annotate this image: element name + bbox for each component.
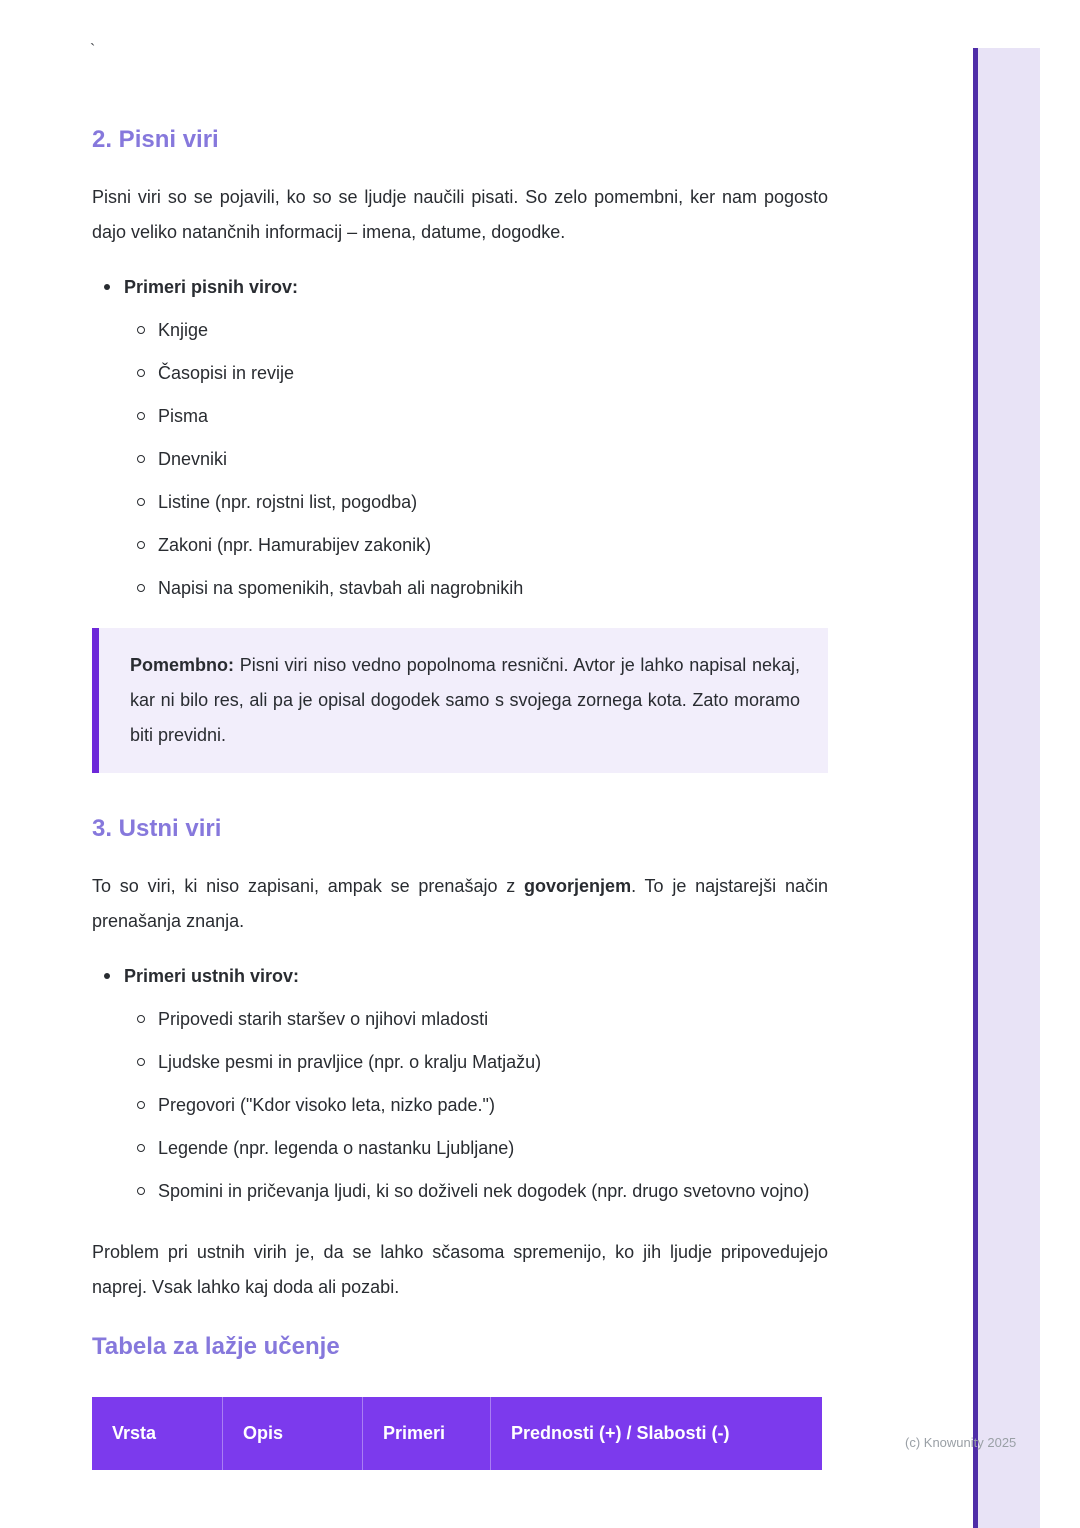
document-content xyxy=(92,0,828,1470)
circle-bullet-icon xyxy=(137,326,145,334)
list-item xyxy=(92,313,828,348)
circle-bullet-icon xyxy=(137,1058,145,1066)
intro-text: To so viri, ki niso zapisani, ampak se prenašajo z xyxy=(92,876,525,896)
list-item xyxy=(92,1131,828,1166)
list-item xyxy=(92,1045,828,1080)
circle-bullet-icon xyxy=(137,455,145,463)
circle-bullet-icon xyxy=(137,1015,145,1023)
ustni-outro-paragraph: Problem pri ustnih virih je, da se lahko sčasoma spremenijo, ko jih ljudje pripovedujejo naprej. Vsak lahko kaj doda ali pozabi. xyxy=(92,1242,828,1297)
ustni-intro-paragraph xyxy=(92,869,828,939)
list-item-label: Knjige xyxy=(158,320,209,340)
list-item-label: Zakoni (npr. Hamurabijev zakonik) xyxy=(158,535,432,555)
list-item-label: Časopisi in revije xyxy=(158,363,295,383)
list-item xyxy=(92,1002,828,1037)
list-item-label: Primeri pisnih virov: xyxy=(124,277,299,297)
intro-text: . To je najstarejši način prenašanja znanja. xyxy=(92,876,828,931)
list-item-label: Listine (npr. rojstni list, pogodba) xyxy=(158,492,418,512)
table-header-cell-opis: Opis xyxy=(222,1397,362,1470)
list-item-label: Dnevniki xyxy=(158,449,228,469)
circle-bullet-icon xyxy=(137,584,145,592)
callout-body: Pisni viri niso vedno popolnoma resnični. Avtor je lahko napisal nekaj, kar ni bilo res, ali pa je opisal dogodek samo s svojega zornega kota. Zato moramo biti previdni. xyxy=(130,655,800,745)
section-title-tabela: Tabela za lažje učenje xyxy=(92,1333,340,1360)
circle-bullet-icon xyxy=(137,1101,145,1109)
important-callout xyxy=(92,628,828,773)
pisni-viri-sublist xyxy=(92,313,828,606)
bullet-icon xyxy=(104,284,110,290)
circle-bullet-icon xyxy=(137,369,145,377)
table-header-cell-primeri: Primeri xyxy=(362,1397,490,1470)
bullet-icon xyxy=(104,973,110,979)
list-item xyxy=(92,1088,828,1123)
table-header-row xyxy=(92,1397,822,1470)
pisni-intro-paragraph: Pisni viri so se pojavili, ko so se ljudje naučili pisati. So zelo pomembni, ker nam pogosto dajo veliko natančnih informacij – imena, datume, dogodke. xyxy=(92,187,828,242)
list-item-label: Pisma xyxy=(158,406,209,426)
circle-bullet-icon xyxy=(137,1187,145,1195)
list-item-label: Spomini in pričevanja ljudi, ki so doživeli nek dogodek (npr. drugo svetovno vojno) xyxy=(158,1181,810,1201)
list-item xyxy=(92,399,828,434)
stray-backtick-mark: ` xyxy=(90,42,96,59)
list-item xyxy=(92,442,828,477)
callout-text xyxy=(130,648,800,753)
list-item xyxy=(92,356,828,391)
circle-bullet-icon xyxy=(137,1144,145,1152)
list-item xyxy=(92,485,828,520)
study-table xyxy=(92,1397,822,1470)
list-item-primeri-pisnih xyxy=(92,270,828,305)
circle-bullet-icon xyxy=(137,498,145,506)
watermark: (c) Knowunity 2025 xyxy=(905,1435,1017,1450)
ustni-viri-sublist xyxy=(92,1002,828,1209)
section-title-pisni-viri: 2. Pisni viri xyxy=(92,126,219,153)
list-item xyxy=(92,1174,828,1209)
right-side-panel xyxy=(978,48,1040,1528)
list-item-label: Napisi na spomenikih, stavbah ali nagrobnikih xyxy=(158,578,524,598)
list-item-label: Pregovori ("Kdor visoko leta, nizko pade.") xyxy=(158,1095,495,1115)
list-item-primeri-ustnih xyxy=(92,959,828,994)
table-header-cell-vrsta: Vrsta xyxy=(112,1423,157,1443)
table-header-cell-prednosti: Prednosti (+) / Slabosti (-) xyxy=(490,1397,822,1470)
list-item xyxy=(92,528,828,563)
callout-label: Pomembno: xyxy=(130,655,235,675)
list-item-label: Primeri ustnih virov: xyxy=(124,966,300,986)
intro-bold-word: govorjenjem xyxy=(524,876,632,896)
list-item-label: Legende (npr. legenda o nastanku Ljubljane) xyxy=(158,1138,515,1158)
circle-bullet-icon xyxy=(137,541,145,549)
list-item xyxy=(92,571,828,606)
list-item-label: Pripovedi starih staršev o njihovi mladosti xyxy=(158,1009,489,1029)
circle-bullet-icon xyxy=(137,412,145,420)
section-title-ustni-viri: 3. Ustni viri xyxy=(92,815,222,842)
list-item-label: Ljudske pesmi in pravljice (npr. o kralju Matjažu) xyxy=(158,1052,542,1072)
